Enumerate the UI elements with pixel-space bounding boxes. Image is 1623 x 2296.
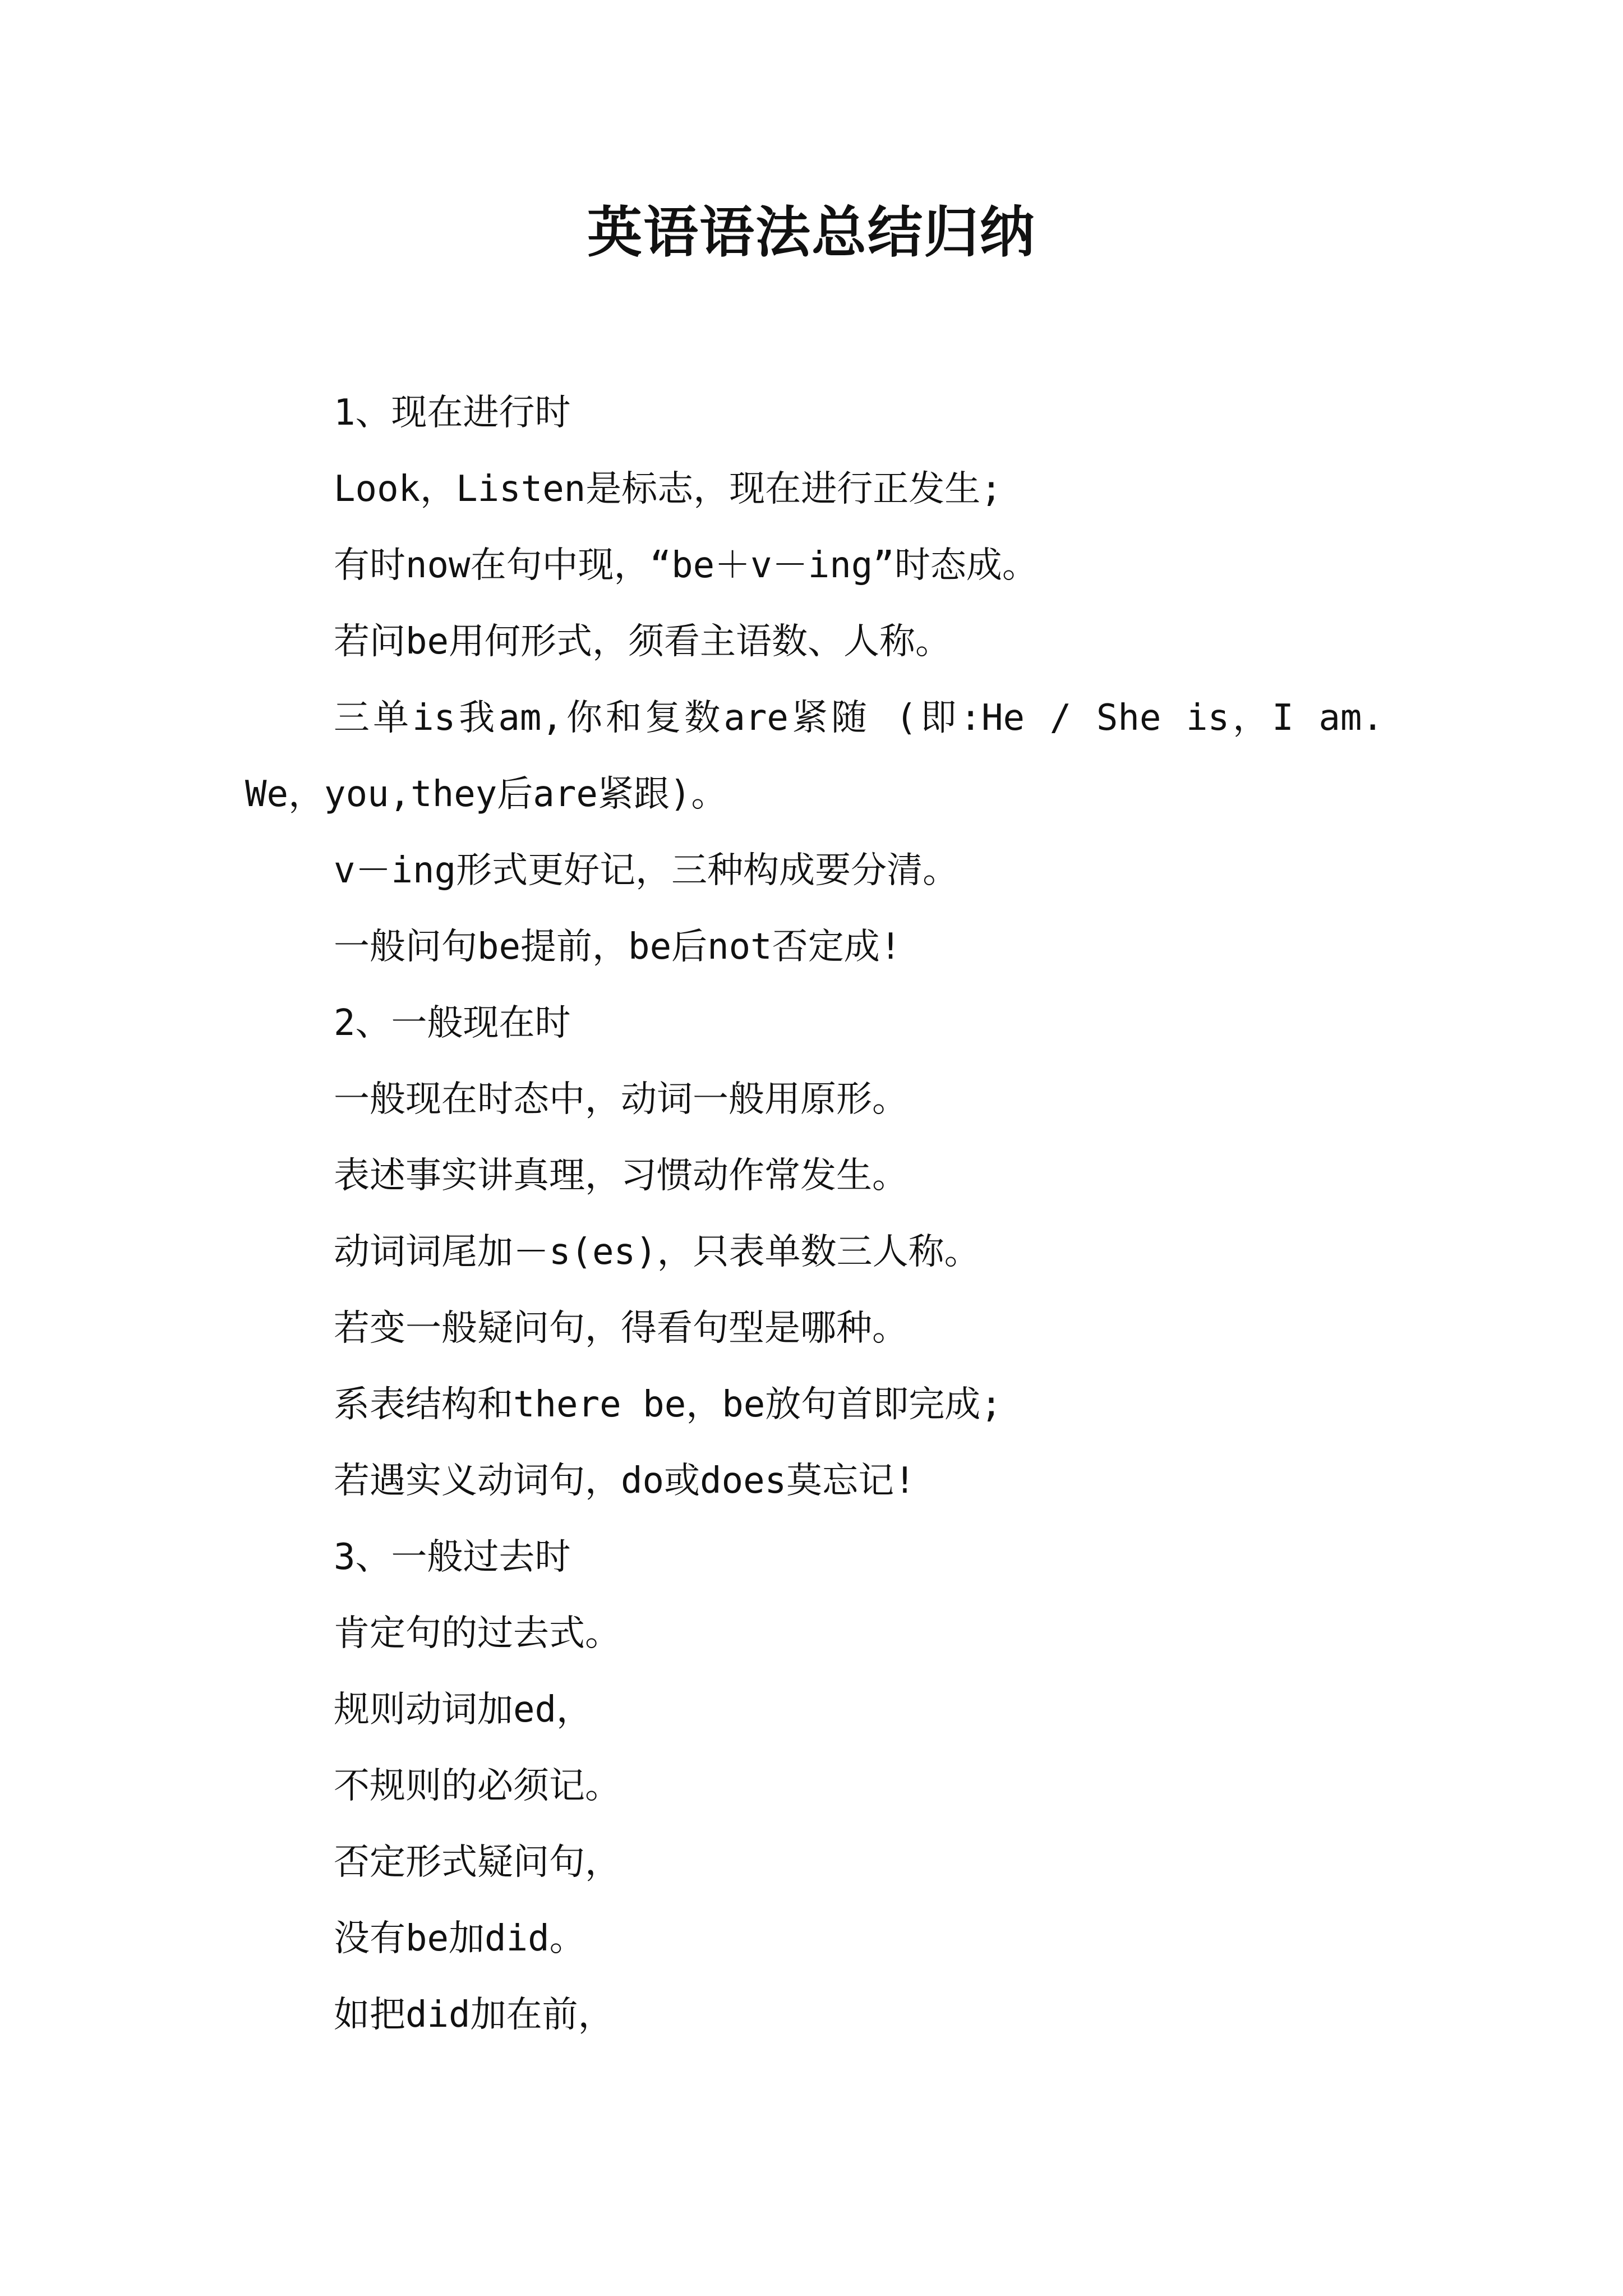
text-line: 如把did加在前， [334,1994,614,2036]
text-line: 规则动词加ed， [334,1689,593,1731]
section-heading-simple-present: 2、一般现在时 [334,1002,571,1044]
text-line: 肯定句的过去式。 [334,1613,621,1654]
text-line: v－ing形式更好记，三种构成要分清。 [334,850,959,891]
text-line: 若遇实义动词句，do或does莫忘记! [334,1460,916,1502]
text-line: Look，Listen是标志，现在进行正发生; [334,468,1002,510]
text-line: 一般现在时态中，动词一般用原形。 [334,1079,908,1120]
section-heading-present-continuous: 1、现在进行时 [334,392,571,434]
text-line: 系表结构和there be，be放句首即完成; [334,1384,1002,1425]
text-line: 不规则的必须记。 [334,1765,621,1807]
page-title: 英语语法总结归纳 [587,200,1036,265]
document-body [245,375,1384,2053]
section-heading-simple-past: 3、一般过去时 [334,1536,571,1578]
text-line: 有时now在句中现，“be＋v－ing”时态成。 [334,545,1038,586]
text-line: 若变一般疑问句，得看句型是哪种。 [334,1308,908,1349]
text-line: 没有be加did。 [334,1918,585,1959]
text-paragraph-wrapped: 三单is我am,你和复数are紧随 (即:He / She is，I am. We，you,they后are紧跟)。 [245,697,1384,815]
text-line: 表述事实讲真理，习惯动作常发生。 [334,1155,908,1197]
text-line: 若问be用何形式，须看主语数、人称。 [334,621,952,662]
text-line: 否定形式疑问句， [334,1842,621,1883]
text-line: 动词词尾加－s(es)，只表单数三人称。 [334,1231,980,1273]
text-line: 一般问句be提前，be后not否定成! [334,926,902,968]
